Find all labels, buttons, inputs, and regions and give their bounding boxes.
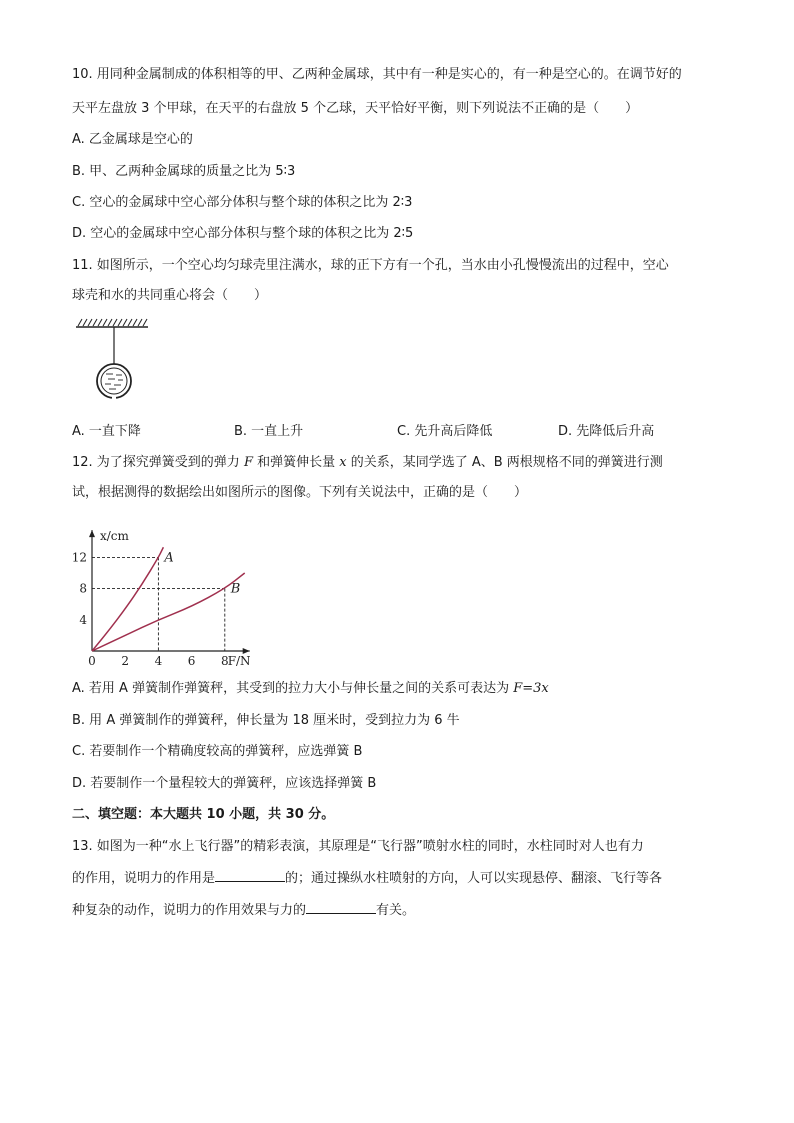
q13-blank-1[interactable]	[215, 869, 285, 882]
q12-option-c: C. 若要制作一个精确度较高的弹簧秤，应选弹簧 B	[72, 744, 363, 759]
q13-blank-2[interactable]	[306, 901, 376, 914]
section-title: 二、填空题：本大题共 10 小题，共 30 分。	[72, 807, 335, 822]
q12-option-d: D. 若要制作一个量程较大的弹簧秤，应该选择弹簧 B	[72, 776, 377, 791]
q10-option-c: C. 空心的金属球中空心部分体积与整个球的体积之比为 2∶3	[72, 195, 413, 210]
y-tick-label: 8	[79, 581, 87, 596]
y-axis-arrow	[89, 530, 95, 537]
series-curve-b	[92, 573, 245, 651]
q10-stem-line2: 天平左盘放 3 个甲球，在天平的右盘放 5 个乙球，天平恰好平衡，则下列说法不正确的是（ ）	[72, 101, 639, 116]
q11-option-d: D. 先降低后升高	[558, 424, 655, 439]
q11-option-a: A. 一直下降	[72, 424, 141, 439]
q10-stem-line1: 10. 用同种金属制成的体积相等的甲、乙两种金属球，其中有一种是实心的，有一种是空心的。在调节好的	[72, 67, 682, 82]
x-axis-label: F/N	[227, 654, 251, 668]
q12-stem-line1: 12. 为了探究弹簧受到的弹力 F 和弹簧伸长量 x 的关系，某同学选了 A、B 两根规格不同的弹簧进行测	[72, 455, 663, 470]
y-tick-label: 4	[79, 612, 87, 627]
x-tick-label: 2	[121, 654, 130, 668]
q12-stem-line2: 试，根据测得的数据绘出如图所示的图像。下列有关说法中，正确的是（ ）	[72, 485, 528, 500]
q10-option-a: A. 乙金属球是空心的	[72, 132, 193, 147]
x-tick-label: 4	[154, 654, 163, 668]
point-label: A	[164, 550, 174, 566]
q11-stem-line1: 11. 如图所示，一个空心均匀球壳里注满水，球的正下方有一个孔，当水由小孔慢慢流出的过程中，空心	[72, 258, 669, 273]
q10-option-b: B. 甲、乙两种金属球的质量之比为 5∶3	[72, 164, 296, 179]
y-axis-label: x/cm	[100, 529, 129, 544]
series-curve-a	[92, 547, 163, 651]
q11-option-c: C. 先升高后降低	[397, 424, 493, 439]
hanging-shell-figure	[70, 316, 160, 406]
x-tick-label: 8	[220, 654, 229, 668]
q12-option-b: B. 用 A 弹簧制作的弹簧秤，伸长量为 18 厘米时，受到拉力为 6 牛	[72, 713, 460, 728]
q10-option-d: D. 空心的金属球中空心部分体积与整个球的体积之比为 2∶5	[72, 226, 414, 241]
q13-stem-line2: 的作用，说明力的作用是 的；通过操纵水柱喷射的方向，人可以实现悬停、翻滚、飞行等各	[72, 871, 663, 886]
y-tick-label: 12	[71, 550, 87, 565]
spring-extension-chart	[60, 508, 290, 674]
q11-stem-line2: 球壳和水的共同重心将会（ ）	[72, 288, 268, 303]
x-tick-label: 0	[88, 654, 96, 668]
x-tick-label: 6	[187, 654, 196, 668]
q13-stem-line3: 种复杂的动作，说明力的作用效果与力的 有关。	[72, 903, 416, 918]
q13-stem-line1: 13. 如图为一种“水上飞行器”的精彩表演，其原理是“飞行器”喷射水柱的同时，水柱同时对人也有力	[72, 839, 644, 854]
q12-option-a: A. 若用 A 弹簧制作弹簧秤，其受到的拉力大小与伸长量之间的关系可表达为 F=3x	[72, 681, 549, 696]
point-label: B	[230, 581, 241, 597]
q11-option-b: B. 一直上升	[234, 424, 304, 439]
